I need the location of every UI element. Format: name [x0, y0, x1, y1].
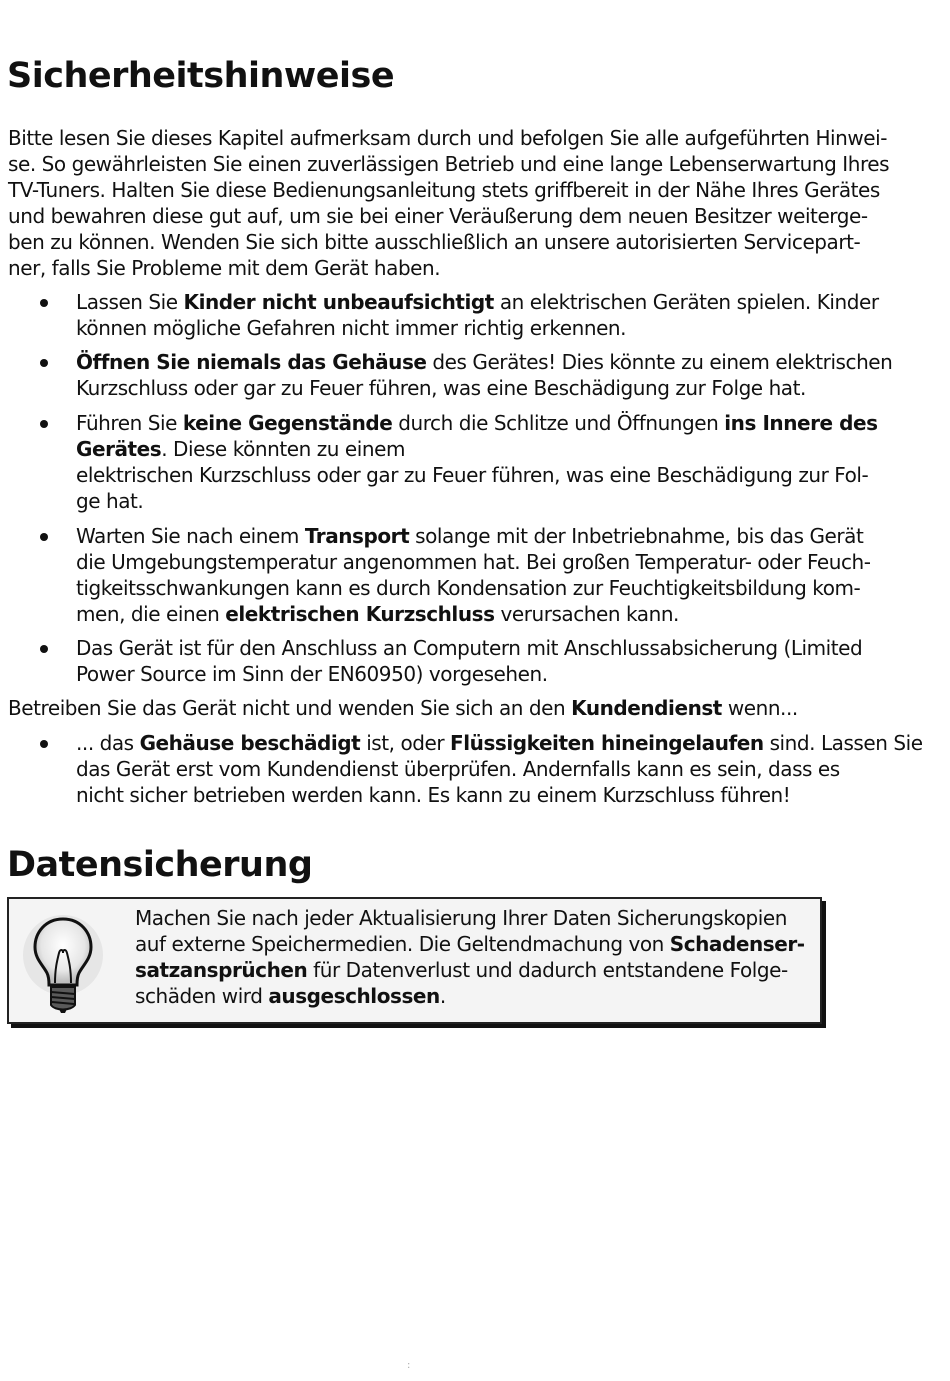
footer-mark: :	[407, 1360, 411, 1371]
text-run: Betreiben Sie das Gerät nicht und wenden Sie sich an den	[8, 696, 572, 720]
bold-run: ins Innere des	[724, 411, 878, 435]
text-line	[135, 905, 815, 931]
bold-run: Schadenser-	[669, 932, 805, 956]
text-run: wenn...	[721, 696, 798, 720]
text-run: elektrischen Kurzschluss oder gar zu Feuer führen, was eine Beschädigung zur Fol-	[76, 463, 869, 487]
bold-run: Kundendienst	[571, 696, 722, 720]
bullet-dot	[40, 359, 48, 367]
list-item-text	[76, 349, 896, 401]
text-line	[135, 983, 815, 1009]
text-run: Machen Sie nach jeder Aktualisierung Ihrer Daten Sicherungskopien	[135, 906, 787, 930]
service-intro	[8, 695, 888, 721]
text-run: für Datenverlust und dadurch entstandene Folge-	[307, 958, 788, 982]
bullet-dot	[40, 420, 48, 428]
bullet-dot	[40, 740, 48, 748]
text-line	[76, 436, 896, 462]
text-run: an elektrischen Geräten spielen. Kinder	[493, 290, 879, 314]
bold-run: Kinder nicht unbeaufsichtigt	[183, 290, 494, 314]
text-line	[135, 957, 815, 983]
intro-line: se. So gewährleisten Sie einen zuverlässigen Betrieb und eine lange Lebenserwartung Ihres	[8, 152, 890, 176]
text-line	[76, 549, 896, 575]
text-run: .	[439, 984, 446, 1008]
text-run: Warten Sie nach einem	[76, 524, 305, 548]
text-run: Kurzschluss oder gar zu Feuer führen, was eine Beschädigung zur Folge hat.	[76, 376, 806, 400]
text-run: Lassen Sie	[76, 290, 184, 314]
note-text	[135, 905, 815, 1009]
text-line	[76, 756, 896, 782]
text-run: nicht sicher betrieben werden kann. Es kann zu einem Kurzschluss führen!	[76, 783, 791, 807]
text-line	[76, 661, 896, 687]
text-run: ist, oder	[360, 731, 451, 755]
section-title-sicherheitshinweise: Sicherheitshinweise	[7, 56, 395, 96]
bold-run: elektrischen Kurzschluss	[225, 602, 495, 626]
text-line	[76, 375, 896, 401]
text-line	[135, 931, 815, 957]
list-item-text	[76, 635, 896, 687]
bullet-dot	[40, 533, 48, 541]
text-line	[76, 289, 896, 315]
text-run: durch die Schlitze und Öffnungen	[392, 411, 725, 435]
text-run: tigkeitsschwankungen kann es durch Kondensation zur Feuchtigkeitsbildung kom-	[76, 576, 861, 600]
bullet-dot	[40, 645, 48, 653]
text-run: des Gerätes! Dies könnte zu einem elektrischen	[426, 350, 893, 374]
text-line	[76, 730, 923, 756]
text-run: Führen Sie	[76, 411, 183, 435]
bold-run: Gerätes	[76, 437, 162, 461]
bold-run: satzansprüchen	[135, 958, 308, 982]
intro-paragraph	[8, 125, 888, 281]
text-line	[76, 349, 896, 375]
text-line	[8, 695, 888, 721]
text-run: die Umgebungstemperatur angenommen hat. Bei großen Temperatur- oder Feuch-	[76, 550, 871, 574]
text-line	[76, 575, 896, 601]
intro-line: ben zu können. Wenden Sie sich bitte ausschließlich an unsere autorisierten Servicepart-	[8, 230, 861, 254]
bold-run: ausgeschlossen	[268, 984, 440, 1008]
note-box	[7, 897, 822, 1024]
text-line	[76, 782, 896, 808]
bold-run: Transport	[304, 524, 410, 548]
text-run: ge hat.	[76, 489, 144, 513]
text-run: Das Gerät ist für den Anschluss an Computern mit Anschlussabsicherung (Limited	[76, 636, 863, 660]
text-run: Power Source im Sinn der EN60950) vorgesehen.	[76, 662, 548, 686]
list-item-text	[76, 523, 896, 627]
text-run: verursachen kann.	[494, 602, 679, 626]
text-run: sind. Lassen Sie	[763, 731, 923, 755]
text-line	[76, 315, 896, 341]
bold-run: keine Gegenstände	[182, 411, 393, 435]
bold-run: Flüssigkeiten hineingelaufen	[450, 731, 764, 755]
intro-line: und bewahren diese gut auf, um sie bei einer Veräußerung dem neuen Besitzer weiterge-	[8, 204, 868, 228]
text-run: ... das	[76, 731, 140, 755]
text-line	[76, 601, 896, 627]
intro-line: TV-Tuners. Halten Sie diese Bedienungsanleitung stets griffbereit in der Nähe Ihres Gerätes	[8, 178, 880, 202]
text-line	[76, 462, 896, 488]
text-line	[76, 523, 896, 549]
text-run: auf externe Speichermedien. Die Geltendmachung von	[135, 932, 670, 956]
intro-line: Bitte lesen Sie dieses Kapitel aufmerksam durch und befolgen Sie alle aufgeführten Hinwei-	[8, 126, 888, 150]
bold-run: Öffnen Sie niemals das Gehäuse	[76, 350, 427, 374]
text-line	[76, 410, 896, 436]
list-item-text	[76, 289, 896, 341]
text-run: solange mit der Inbetriebnahme, bis das Gerät	[409, 524, 864, 548]
text-line	[76, 488, 896, 514]
list-item-text	[76, 410, 896, 514]
text-run: schäden wird	[135, 984, 269, 1008]
bullet-dot	[40, 299, 48, 307]
bold-run: Gehäuse beschädigt	[139, 731, 361, 755]
text-run: das Gerät erst vom Kundendienst überprüfen. Andernfalls kann es sein, dass es	[76, 757, 840, 781]
text-line	[76, 635, 896, 661]
text-run: können mögliche Gefahren nicht immer richtig erkennen.	[76, 316, 627, 340]
text-run: . Diese könnten zu einem	[161, 437, 405, 461]
section-title-datensicherung: Datensicherung	[7, 845, 313, 885]
lightbulb-icon	[19, 909, 111, 1015]
text-run: men, die einen	[76, 602, 226, 626]
list-item-text	[76, 730, 923, 808]
intro-line: ner, falls Sie Probleme mit dem Gerät haben.	[8, 256, 441, 280]
